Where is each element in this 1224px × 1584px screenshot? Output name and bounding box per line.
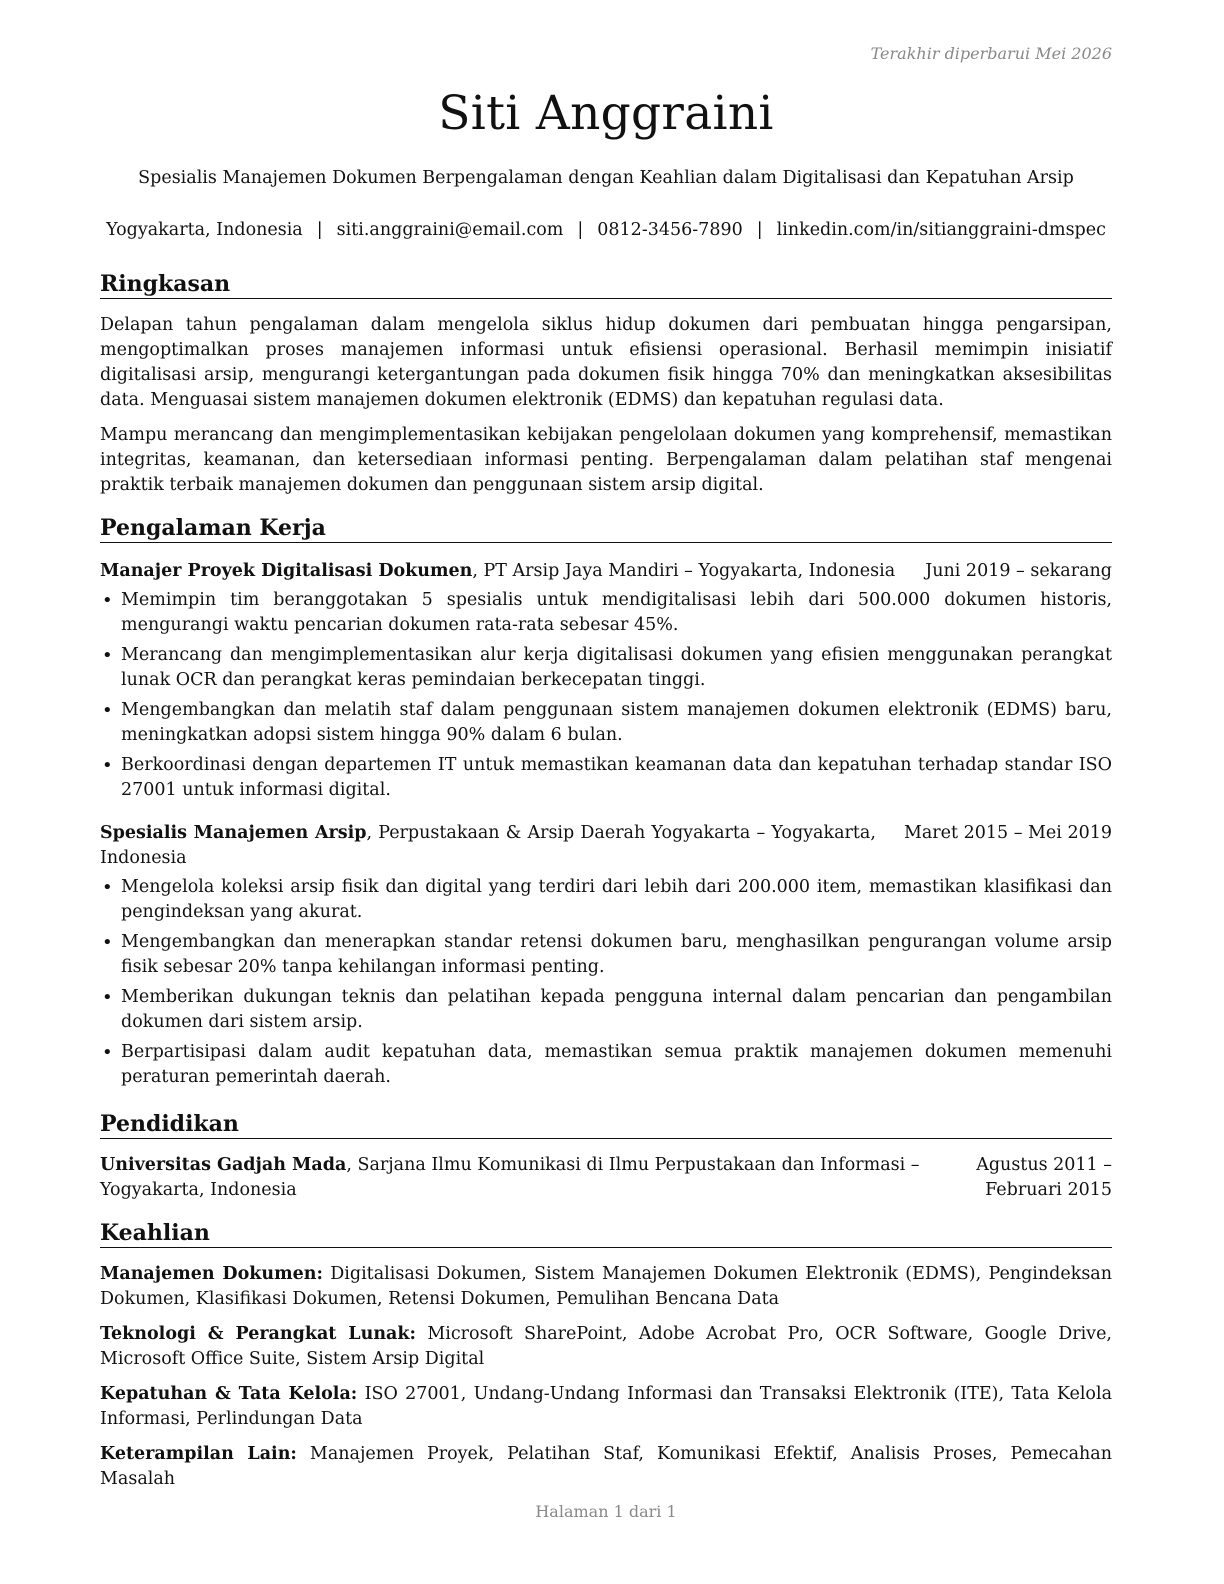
job-bullet-list: [100, 588, 1112, 803]
education-entry: [100, 1153, 1112, 1203]
contact-separator: |: [316, 220, 323, 240]
skill-group: [100, 1442, 1112, 1492]
job-dates: Juni 2019 – sekarang: [925, 561, 1112, 581]
skills-section: [100, 1219, 1112, 1492]
job-entry: [100, 821, 1112, 1090]
contact-linkedin[interactable]: linkedin.com/in/sitianggraini-dmspec: [776, 220, 1106, 240]
skill-group-label: Keterampilan Lain:: [100, 1444, 297, 1464]
contact-separator: |: [756, 220, 763, 240]
last-updated-note: Terakhir diperbarui Mei 2026: [870, 44, 1112, 63]
job-dates: Maret 2015 – Mei 2019: [903, 823, 1112, 843]
summary-heading: Ringkasan: [100, 270, 1112, 299]
job-bullet-list: [100, 875, 1112, 1090]
job-bullet: • Merancang dan mengimplementasikan alur kerja digitalisasi dokumen yang efisien menggunakan perangkat lunak OCR dan perangkat keras pemindaian berkecepatan tinggi.: [100, 643, 1112, 693]
job-title-line: [100, 559, 925, 584]
contact-separator: |: [577, 220, 584, 240]
job-bullet: • Mengembangkan dan menerapkan standar retensi dokumen baru, menghasilkan pengurangan volume arsip fisik sebesar 20% tanpa kehilangan informasi penting.: [100, 930, 1112, 980]
experience-heading: Pengalaman Kerja: [100, 514, 1112, 543]
skill-group-label: Manajemen Dokumen:: [100, 1264, 323, 1284]
education-school-line: [100, 1153, 950, 1203]
job-bullet: • Mengelola koleksi arsip fisik dan digital yang terdiri dari lebih dari 200.000 item, memastikan klasifikasi dan pengindeksan yang akurat.: [100, 875, 1112, 925]
education-dates: Agustus 2011 – Februari 2015: [976, 1155, 1112, 1200]
job-bullet: • Mengembangkan dan melatih staf dalam penggunaan sistem manajemen dokumen elektronik (EDMS) baru, meningkatkan adopsi sistem hingga 90% dalam 6 bulan.: [100, 698, 1112, 748]
summary-paragraph: Mampu merancang dan mengimplementasikan kebijakan pengelolaan dokumen yang komprehensif, memastikan integritas, keamanan, dan ketersediaan informasi penting. Berpengalaman dalam pelatihan staf mengenai praktik terbaik manajemen dokumen dan penggunaan sistem arsip digital.: [100, 425, 1112, 495]
contact-email[interactable]: siti.anggraini@email.com: [336, 220, 564, 240]
summary-paragraph: Delapan tahun pengalaman dalam mengelola siklus hidup dokumen dari pembuatan hingga pengarsipan, mengoptimalkan proses manajemen informasi untuk efisiensi operasional. Berhasil memimpin inisiatif digitalisasi arsip, mengurangi ketergantungan pada dokumen fisik hingga 70% dan meningkatkan aksesibilitas data. Menguasai sistem manajemen dokumen elektronik (EDMS) dan kepatuhan regulasi data.: [100, 315, 1112, 410]
job-organization: , PT Arsip Jaya Mandiri – Yogyakarta, Indonesia: [472, 561, 896, 581]
job-title: Spesialis Manajemen Arsip: [100, 823, 367, 843]
job-organization: , Perpustakaan & Arsip Daerah Yogyakarta – Yogyakarta, Indonesia: [100, 823, 876, 868]
skill-group-text: ISO 27001, Undang-Undang Informasi dan Transaksi Elektronik (ITE), Tata Kelola Informasi, Perlindungan Data: [100, 1384, 1112, 1429]
job-bullet: • Memimpin tim beranggotakan 5 spesialis untuk mendigitalisasi lebih dari 500.000 dokumen historis, mengurangi waktu pencarian dokumen rata-rata sebesar 45%.: [100, 588, 1112, 638]
job-entry: [100, 559, 1112, 803]
skill-group-label: Kepatuhan & Tata Kelola:: [100, 1384, 358, 1404]
skill-group: [100, 1382, 1112, 1432]
skill-group-text: Digitalisasi Dokumen, Sistem Manajemen Dokumen Elektronik (EDMS), Pengindeksan Dokumen, Klasifikasi Dokumen, Retensi Dokumen, Pemulihan Bencana Data: [100, 1264, 1112, 1309]
job-bullet: • Memberikan dukungan teknis dan pelatihan kepada pengguna internal dalam pencarian dan pengambilan dokumen dari sistem arsip.: [100, 985, 1112, 1035]
job-header: [100, 559, 1112, 584]
summary-section: [100, 270, 1112, 498]
skill-group-text: Microsoft SharePoint, Adobe Acrobat Pro, OCR Software, Google Drive, Microsoft Office Suite, Sistem Arsip Digital: [100, 1324, 1112, 1369]
education-school: Universitas Gadjah Mada: [100, 1155, 347, 1175]
education-heading: Pendidikan: [100, 1110, 1112, 1139]
job-bullet: • Berpartisipasi dalam audit kepatuhan data, memastikan semua praktik manajemen dokumen memenuhi peraturan pemerintah daerah.: [100, 1040, 1112, 1090]
job-title-line: [100, 821, 904, 871]
contact-location: Yogyakarta, Indonesia: [106, 220, 303, 240]
page-footer: Halaman 1 dari 1: [535, 1502, 677, 1521]
tagline: Spesialis Manajemen Dokumen Berpengalaman dengan Keahlian dalam Digitalisasi dan Kepatuhan Arsip: [138, 168, 1074, 188]
job-bullet: • Berkoordinasi dengan departemen IT untuk memastikan keamanan data dan kepatuhan terhadap standar ISO 27001 untuk informasi digital.: [100, 753, 1112, 803]
contact-line: [80, 220, 1132, 240]
education-section: [100, 1110, 1112, 1203]
resume-page: [100, 0, 1112, 1584]
job-title: Manajer Proyek Digitalisasi Dokumen: [100, 561, 473, 581]
education-detail: , Sarjana Ilmu Komunikasi di Ilmu Perpustakaan dan Informasi – Yogyakarta, Indonesia: [100, 1155, 920, 1200]
skill-group: [100, 1262, 1112, 1312]
experience-section: [100, 514, 1112, 1095]
skill-group: [100, 1322, 1112, 1372]
contact-phone: 0812-3456-7890: [597, 220, 743, 240]
skill-group-text: Manajemen Proyek, Pelatihan Staf, Komunikasi Efektif, Analisis Proses, Pemecahan Masalah: [100, 1444, 1113, 1489]
job-header: [100, 821, 1112, 871]
skill-group-label: Teknologi & Perangkat Lunak:: [100, 1324, 416, 1344]
candidate-name: Siti Anggraini: [438, 86, 774, 141]
skills-heading: Keahlian: [100, 1219, 1112, 1248]
